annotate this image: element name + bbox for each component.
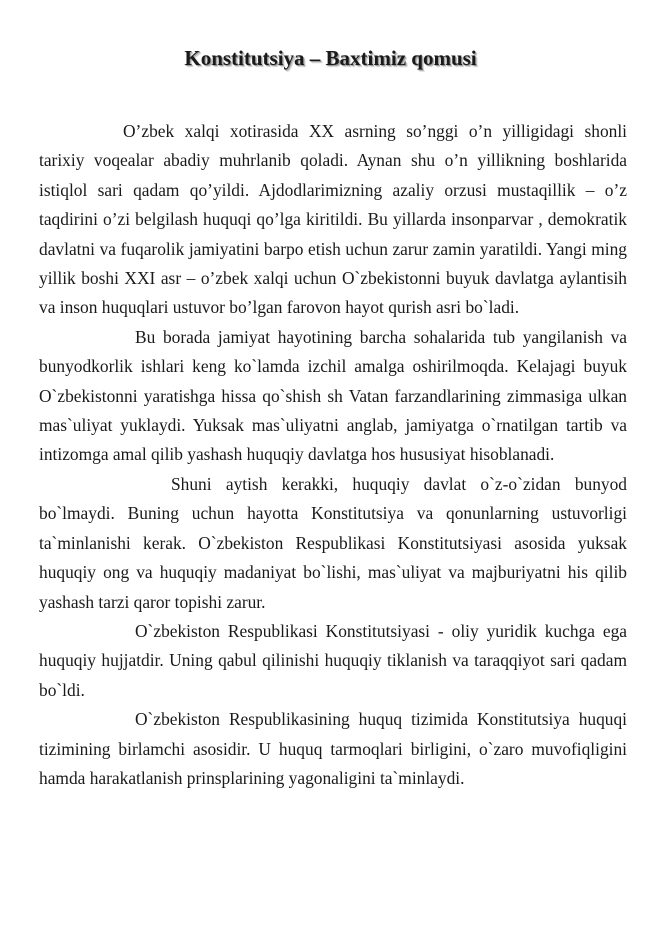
document-body — [39, 117, 627, 793]
document-title — [0, 44, 661, 72]
paragraph-1: O’zbek xalqi xotirasida XX asrning so’nggi o’n yilligidagi shonli tarixiy voqealar abadiy muhrlanib qoladi. Aynan shu o’n yillikning boshlarida istiqlol sari qadam qo’yildi. Ajdodlarimizning azaliy orzusi mustaqillik – o’z taqdirini o’zi belgilash huquqi qo’lga kiritildi. Bu yillarda insonparvar , demokratik davlatni va fuqarolik jamiyatini barpo etish uchun zarur zamin yaratildi. Yangi ming yillik boshi XXI asr – o’zbek xalqi uchun O`zbekistonni buyuk davlatga aylantisih va inson huquqlari ustuvor bo’lgan farovon hayot qurish asri bo`ladi. — [39, 121, 627, 318]
paragraph-5: O`zbekiston Respublikasining huquq tizimida Konstitutsiya huquqi tizimining birlamchi asosidir. U huquq tarmoqlari birligini, o`zaro muvofiqligini hamda harakatlanish prinsplarining yagonaligini ta`minlaydi. — [39, 709, 627, 788]
paragraph-4: O`zbekiston Respublikasi Konstitutsiyasi - oliy yuridik kuchga ega huquqiy hujjatdir. Uning qabul qilinishi huquqiy tiklanish va taraqqiyot sari qadam bo`ldi. — [39, 620, 627, 700]
paragraph-3: Shuni aytish kerakki, huquqiy davlat o`z-o`zidan bunyod bo`lmaydi. Buning uchun hayotta Konstitutsiya va qonunlarning ustuvorligi ta`minlanishi kerak. O`zbekiston Respublikasi Konstitutsiyasi asosida yuksak huquqiy ong va huquqiy madaniyat bo`lishi, mas`uliyat va majburiyatni his qilib yashash tarzi qaror topishi zarur. — [39, 473, 627, 612]
paragraph-2: Bu borada jamiyat hayotining barcha sohalarida tub yangilanish va bunyodkorlik ishlari keng ko`lamda izchil amalga oshirilmoqda. Kelajagi buyuk O`zbekistonni yaratishga hissa qo`shish sh Vatan farzandlarining zimmasiga ulkan mas`uliyat yuklaydi. Yuksak mas`uliyatni anglab, jamiyatga o`rnatilgan tartib va intizomga amal qilib yashash huquqiy davlatga hos hususiyat hisoblanadi. — [39, 326, 627, 465]
title-text: Konstitutsiya – Baxtimiz qomusi — [184, 46, 477, 70]
